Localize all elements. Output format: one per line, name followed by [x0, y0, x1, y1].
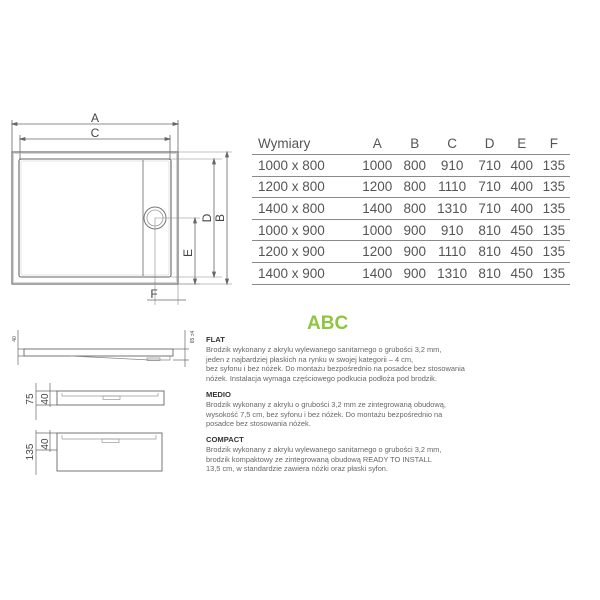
- table-cell: 1110: [431, 176, 474, 198]
- table-cell: 400: [506, 198, 538, 220]
- desc-line: nóżek. Instalacja wymaga częściowego podkucia podłoża pod brodzik.: [206, 374, 437, 384]
- table-row: [252, 198, 570, 220]
- medio-inner-height: 40: [40, 393, 51, 405]
- flat-profile-drawing: [10, 325, 200, 370]
- table-cell: 450: [506, 241, 538, 263]
- table-cell: 810: [474, 241, 506, 263]
- flat-title: FLAT: [206, 335, 225, 344]
- dim-label-b: B: [213, 213, 227, 223]
- dimensions-table: [252, 133, 570, 285]
- desc-line: jeden z najbardziej płaskich na rynku w swojej kategorii – 4 cm,: [206, 354, 414, 364]
- dim-label-e: E: [181, 248, 195, 258]
- header-d: D: [474, 133, 506, 155]
- desc-line: posadce bez stosowania nóżek.: [206, 419, 311, 429]
- medio-title: MEDIO: [206, 390, 231, 399]
- table-cell: 135: [538, 241, 570, 263]
- medio-total-height: 75: [25, 393, 36, 405]
- table-cell: 1110: [431, 241, 474, 263]
- desc-line: 13,5 cm, w standardzie zawiera nóżki oraz płaski syfon.: [206, 464, 388, 474]
- header-a: A: [356, 133, 399, 155]
- compact-description: [206, 435, 476, 474]
- compact-profile-drawing: [20, 430, 170, 480]
- header-e: E: [506, 133, 538, 155]
- flat-height-right: 65 ±4: [190, 330, 196, 344]
- compact-inner-height: 40: [40, 438, 51, 450]
- desc-line: Brodzik wykonany z akrylu wylewanego sanitarnego o grubości 3,2 mm,: [206, 444, 442, 454]
- table-cell: 1000 x 800: [252, 155, 356, 177]
- flat-description: [206, 335, 476, 384]
- table-row: [252, 176, 570, 198]
- table-cell: 810: [474, 262, 506, 284]
- table-cell: 1400 x 900: [252, 262, 356, 284]
- table-header-row: [252, 133, 570, 155]
- table-cell: 800: [399, 155, 431, 177]
- header-wymiary: Wymiary: [252, 133, 356, 155]
- table-cell: 1200: [356, 241, 399, 263]
- shower-tray-top-view-drawing: [0, 100, 240, 310]
- table-cell: 800: [399, 198, 431, 220]
- medio-description: [206, 390, 476, 429]
- table-cell: 900: [399, 219, 431, 241]
- table-cell: 910: [431, 219, 474, 241]
- table-cell: 450: [506, 219, 538, 241]
- table-row: [252, 155, 570, 177]
- table-cell: 1310: [431, 198, 474, 220]
- table-cell: 135: [538, 155, 570, 177]
- table-cell: 710: [474, 176, 506, 198]
- table-cell: 1000: [356, 219, 399, 241]
- desc-line: bez syfonu i bez nóżek. Do montażu bezpośrednio na posadce bez stosowania: [206, 364, 465, 374]
- table-cell: 1000: [356, 155, 399, 177]
- table-cell: 450: [506, 262, 538, 284]
- table-cell: 910: [431, 155, 474, 177]
- table-cell: 400: [506, 176, 538, 198]
- desc-line: Brodzik wykonany z akrylu o grubości 3,2 mm ze zintegrowaną obudową,: [206, 399, 446, 409]
- table-cell: 135: [538, 198, 570, 220]
- table-cell: 1000 x 900: [252, 219, 356, 241]
- table-cell: 710: [474, 155, 506, 177]
- table-cell: 135: [538, 219, 570, 241]
- medio-profile-drawing: [20, 375, 170, 425]
- table-row: [252, 262, 570, 284]
- header-f: F: [538, 133, 570, 155]
- table-row: [252, 241, 570, 263]
- compact-title: COMPACT: [206, 435, 244, 444]
- table-cell: 400: [506, 155, 538, 177]
- dim-label-c: C: [90, 126, 100, 140]
- dim-label-f: F: [150, 287, 158, 301]
- dim-label-a: A: [90, 111, 100, 125]
- table-cell: 1310: [431, 262, 474, 284]
- table-cell: 135: [538, 262, 570, 284]
- header-b: B: [399, 133, 431, 155]
- table-cell: 900: [399, 262, 431, 284]
- table-cell: 710: [474, 198, 506, 220]
- header-c: C: [431, 133, 474, 155]
- table-row: [252, 219, 570, 241]
- desc-line: brodzik kompaktowy ze zintegrowaną obudową READY TO INSTALL: [206, 454, 432, 464]
- flat-height-left: 40: [12, 336, 18, 342]
- table-cell: 1200 x 900: [252, 241, 356, 263]
- table-cell: 135: [538, 176, 570, 198]
- table-cell: 1200 x 800: [252, 176, 356, 198]
- table-cell: 810: [474, 219, 506, 241]
- table-cell: 1400: [356, 262, 399, 284]
- table-cell: 1200: [356, 176, 399, 198]
- table-cell: 1400: [356, 198, 399, 220]
- table-cell: 1400 x 800: [252, 198, 356, 220]
- watermark-logo: ABC: [307, 313, 349, 334]
- desc-line: wysokość 7,5 cm, bez syfonu i bez nóżek. Do montażu bezpośrednio na: [206, 409, 443, 419]
- desc-line: Brodzik wykonany z akrylu wylewanego sanitarnego o grubości 3,2 mm,: [206, 344, 442, 354]
- dim-label-d: D: [200, 213, 214, 223]
- table-cell: 900: [399, 241, 431, 263]
- compact-total-height: 135: [25, 443, 36, 461]
- table-cell: 800: [399, 176, 431, 198]
